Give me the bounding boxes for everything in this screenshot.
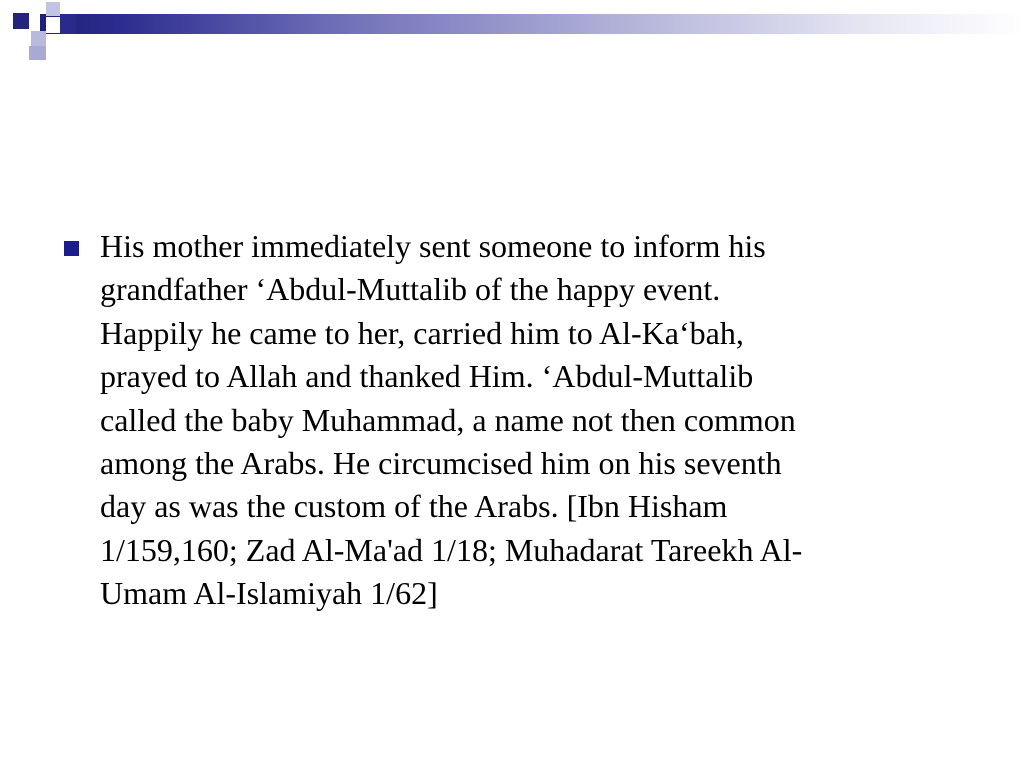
decorative-square [13,13,29,29]
text-line: Happily he came to her, carried him to Al-Ka‘bah, [100,314,744,351]
header-gradient-bar [40,14,1024,34]
text-line: 1/159,160; Zad Al-Ma'ad 1/18; Muhadarat Tareekh Al- [100,531,803,568]
decorative-square [46,2,60,16]
decorative-square [60,14,76,34]
decorative-square [29,46,46,60]
decorative-square [46,17,60,33]
text-line: day as was the custom of the Arabs. [Ibn Hisham [100,488,728,525]
bullet-text [100,225,964,616]
square-bullet-icon [64,241,79,256]
text-line: prayed to Allah and thanked Him. ‘Abdul-Muttalib [100,358,754,395]
text-line: Umam Al-Islamiyah 1/62] [100,575,438,612]
text-line: His mother immediately sent someone to inform his [100,228,766,264]
slide-body [64,225,964,616]
text-line: called the baby Muhammad, a name not then common [100,401,796,438]
text-line: among the Arabs. He circumcised him on his seventh [100,445,782,482]
text-line: grandfather ‘Abdul-Muttalib of the happy event. [100,271,721,308]
decorative-square [31,31,46,46]
bullet-item [64,225,964,616]
